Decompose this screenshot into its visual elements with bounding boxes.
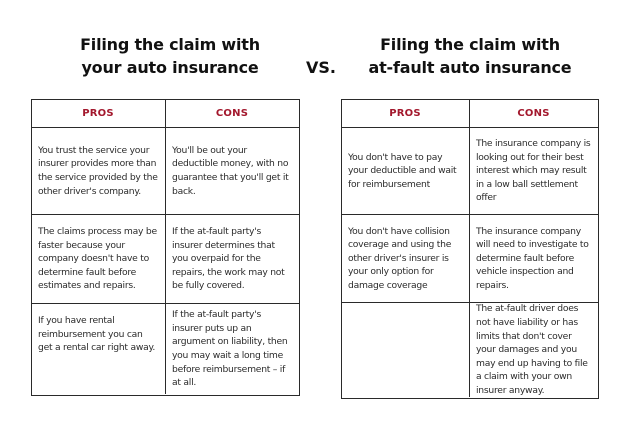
pros-column-header: PROS xyxy=(32,100,166,127)
cons-cell: The insurance company is looking out for their best interest which may result in a low ball settlement offer xyxy=(476,138,591,204)
left-heading-line-1: Filing the claim with xyxy=(80,35,260,54)
cons-column-header: CONS xyxy=(215,107,249,119)
cons-cell: If the at-fault party's insurer puts up an argument on liability, then you may wait a long time before reimbursement – if at all. xyxy=(172,309,288,389)
table-row xyxy=(342,303,598,397)
cons-cell: You'll be out your deductible money, with no guarantee that you'll get it back. xyxy=(172,144,289,197)
pros-cell: If you have rental reimbursement you can get a rental car right away. xyxy=(32,304,166,394)
cons-cell: If the at-fault party's insurer determines that you overpaid for the repairs, the work may not be fully covered. xyxy=(172,226,285,292)
pros-cell-empty xyxy=(342,303,470,397)
pros-cell: You trust the service your insurer provides more than the service provided by the other driver's company. xyxy=(32,128,166,214)
cons-cell: The at-fault driver does not have liability or has limits that don't cover your damages and you may end up having to file a claim with your own insurer anyway. xyxy=(476,303,588,396)
table-row xyxy=(32,128,299,215)
cons-column-header: CONS xyxy=(517,107,550,119)
table-header-row xyxy=(342,100,598,128)
table-header-row xyxy=(32,100,299,128)
table-row xyxy=(342,215,598,303)
pros-column-header: PROS xyxy=(342,100,470,127)
pros-cell: You don't have to pay your deductible and wait for reimbursement xyxy=(342,128,470,214)
right-heading-line-2: at-fault auto insurance xyxy=(368,58,572,77)
left-heading xyxy=(55,33,285,79)
table-row xyxy=(32,215,299,304)
cons-cell: The insurance company will need to investigate to determine fault before vehicle inspection and repairs. xyxy=(476,225,589,291)
own-insurance-table xyxy=(31,99,300,396)
pros-cell: You don't have collision coverage and using the other driver's insurer is your only option for damage coverage xyxy=(342,215,470,302)
right-heading xyxy=(345,33,595,79)
left-heading-line-2: your auto insurance xyxy=(81,58,259,77)
table-row xyxy=(32,304,299,394)
table-row xyxy=(342,128,598,215)
vs-label: VS. xyxy=(306,58,336,77)
right-heading-line-1: Filing the claim with xyxy=(380,35,560,54)
at-fault-insurance-table xyxy=(341,99,599,399)
pros-cell: The claims process may be faster because your company doesn't have to determine fault before estimates and repairs. xyxy=(32,215,166,303)
